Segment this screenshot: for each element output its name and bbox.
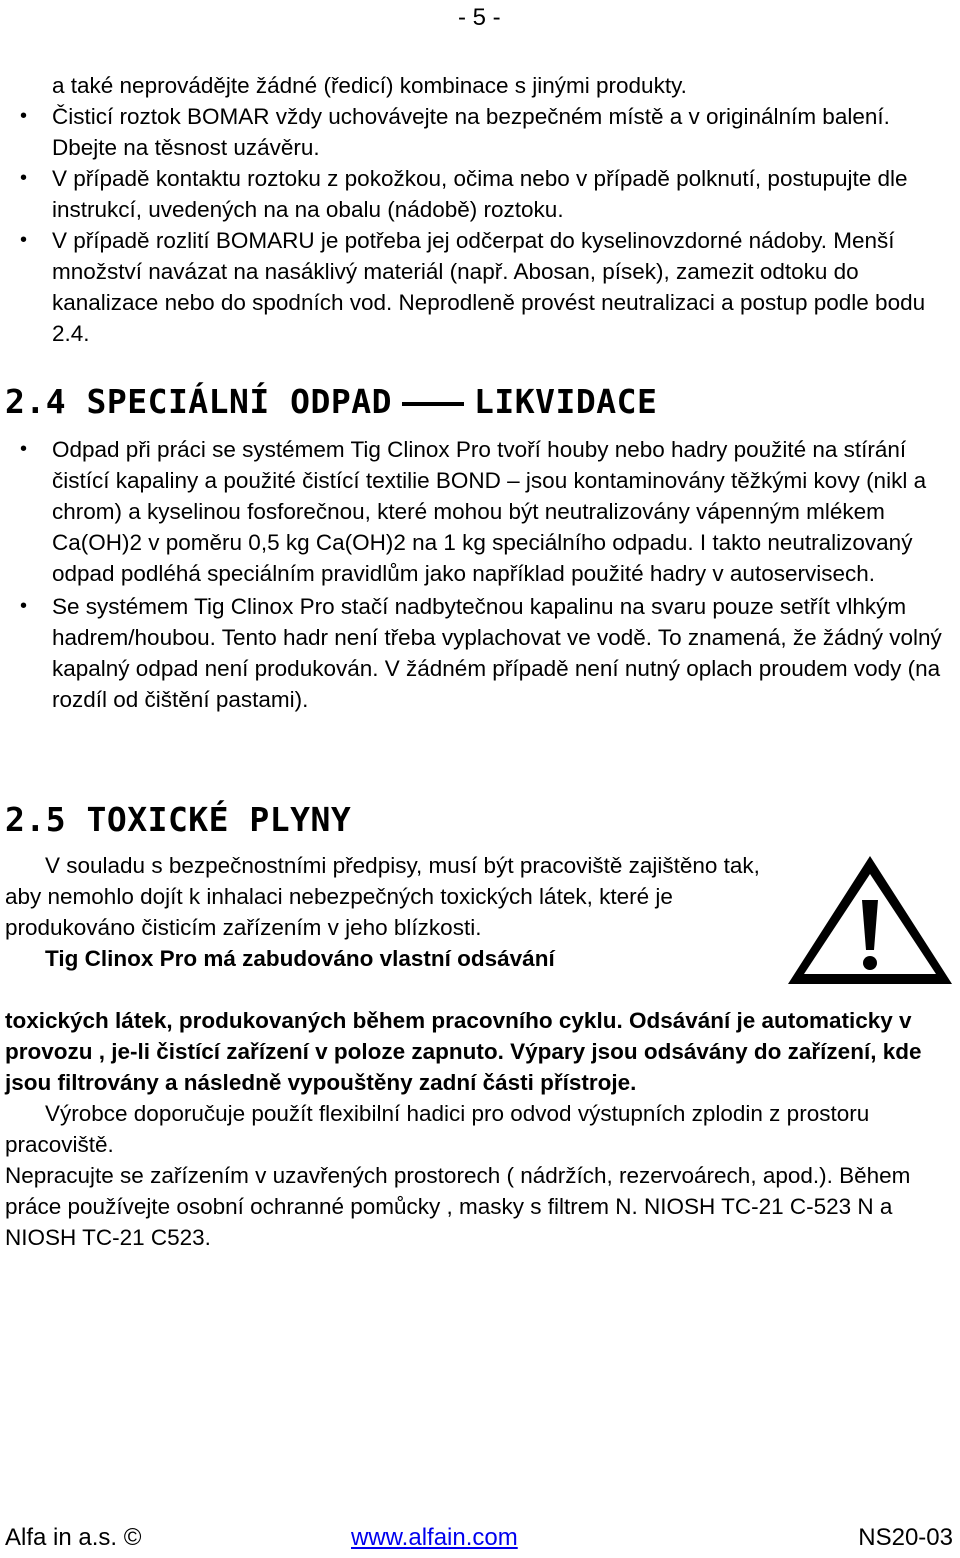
list-item: • Odpad při práci se systémem Tig Clinox Pro tvoří houby nebo hadry použité na stírání čistící kapaliny a použité čistící textilie BOND – jsou kontaminovány těžkými kovy (nikl a chrom) a kyselinou fosforečnou, které mohou být neutralizovány vápenným mlékem Ca(OH)2 v poměru 0,5 kg Ca(OH)2 na 1 kg speciálního odpadu. I takto neutralizovaný odpad podléhá speciálním pravidlům jako například použité hadry v autoservisech. [0,434,960,589]
paragraph: Výrobce doporučuje použít flexibilní hadici pro odvod výstupních zplodin z prostoru pracoviště. [5,1101,870,1157]
heading-2-4-part1: 2.4 SPECIÁLNÍ ODPAD [5,382,392,421]
footer-company: Alfa in a.s. © [5,1524,142,1551]
page-number: - 5 - [458,4,501,31]
list-item: a také neprovádějte žádné (ředicí) kombinace s jinými produkty. [52,73,687,98]
section-heading-2-5: 2.5 TOXICKÉ PLYNY [5,800,352,839]
footer-website-link[interactable]: www.alfain.com [351,1524,518,1551]
heading-dash [402,402,464,406]
list-item: • V případě kontaktu roztoku z pokožkou, očima nebo v případě polknutí, postupujte dle instrukcí, uvedených na na obalu (nádobě) roztoku. [0,163,960,225]
list-item: • Se systémem Tig Clinox Pro stačí nadbytečnou kapalinu na svaru pouze setřít vlhkým hadrem/houbou. Tento hadr není třeba vyplachovat ve vodě. To znamená, že žádný volný kapalný odpad není produkován. V žádném případě není nutný oplach proudem vody (na rozdíl od čištění pastami). [0,591,960,715]
waste-list [0,434,960,717]
footer-doc-code: NS20-03 [858,1524,953,1551]
toxic-intro [5,850,775,974]
safety-list [0,70,960,349]
list-item: • Čisticí roztok BOMAR vždy uchovávejte na bezpečném místě a v originálním balení. Dbejte na těsnost uzávěru. [0,101,960,163]
toxic-body [5,1005,955,1253]
list-item: • V případě rozlití BOMARU je potřeba jej odčerpat do kyselinovzdorné nádoby. Menší množství navázat na nasáklivý materiál (např. Abosan, písek), zamezit odtoku do kanalizace nebo do spodních vod. Neprodleně provést neutralizaci a postup podle bodu 2.4. [0,225,960,349]
paragraph-bold: Tig Clinox Pro má zabudováno vlastní odsávání [45,946,555,971]
warning-triangle-icon [780,850,960,990]
paragraph-bold: toxických látek, produkovaných během pracovního cyklu. Odsávání je automaticky v provozu , je-li čistící zařízení v poloze zapnuto. Výpary jsou odsávány do zařízení, kde jsou filtrovány a následně vypouštěny zadní části přístroje. [5,1008,922,1095]
heading-2-4-part2: LIKVIDACE [474,382,658,421]
paragraph: V souladu s bezpečnostními předpisy, musí být pracoviště zajištěno tak, aby nemohlo dojít k inhalaci nebezpečných toxických látek, které je produkováno čisticím zařízením v jeho blízkosti. [5,853,760,940]
paragraph: Nepracujte se zařízením v uzavřených prostorech ( nádržích, rezervoárech, apod.). Během práce používejte osobní ochranné pomůcky , masky s filtrem N. NIOSH TC-21 C-523 N a NIOSH TC-21 C523. [5,1163,911,1250]
section-heading-2-4 [5,382,657,421]
